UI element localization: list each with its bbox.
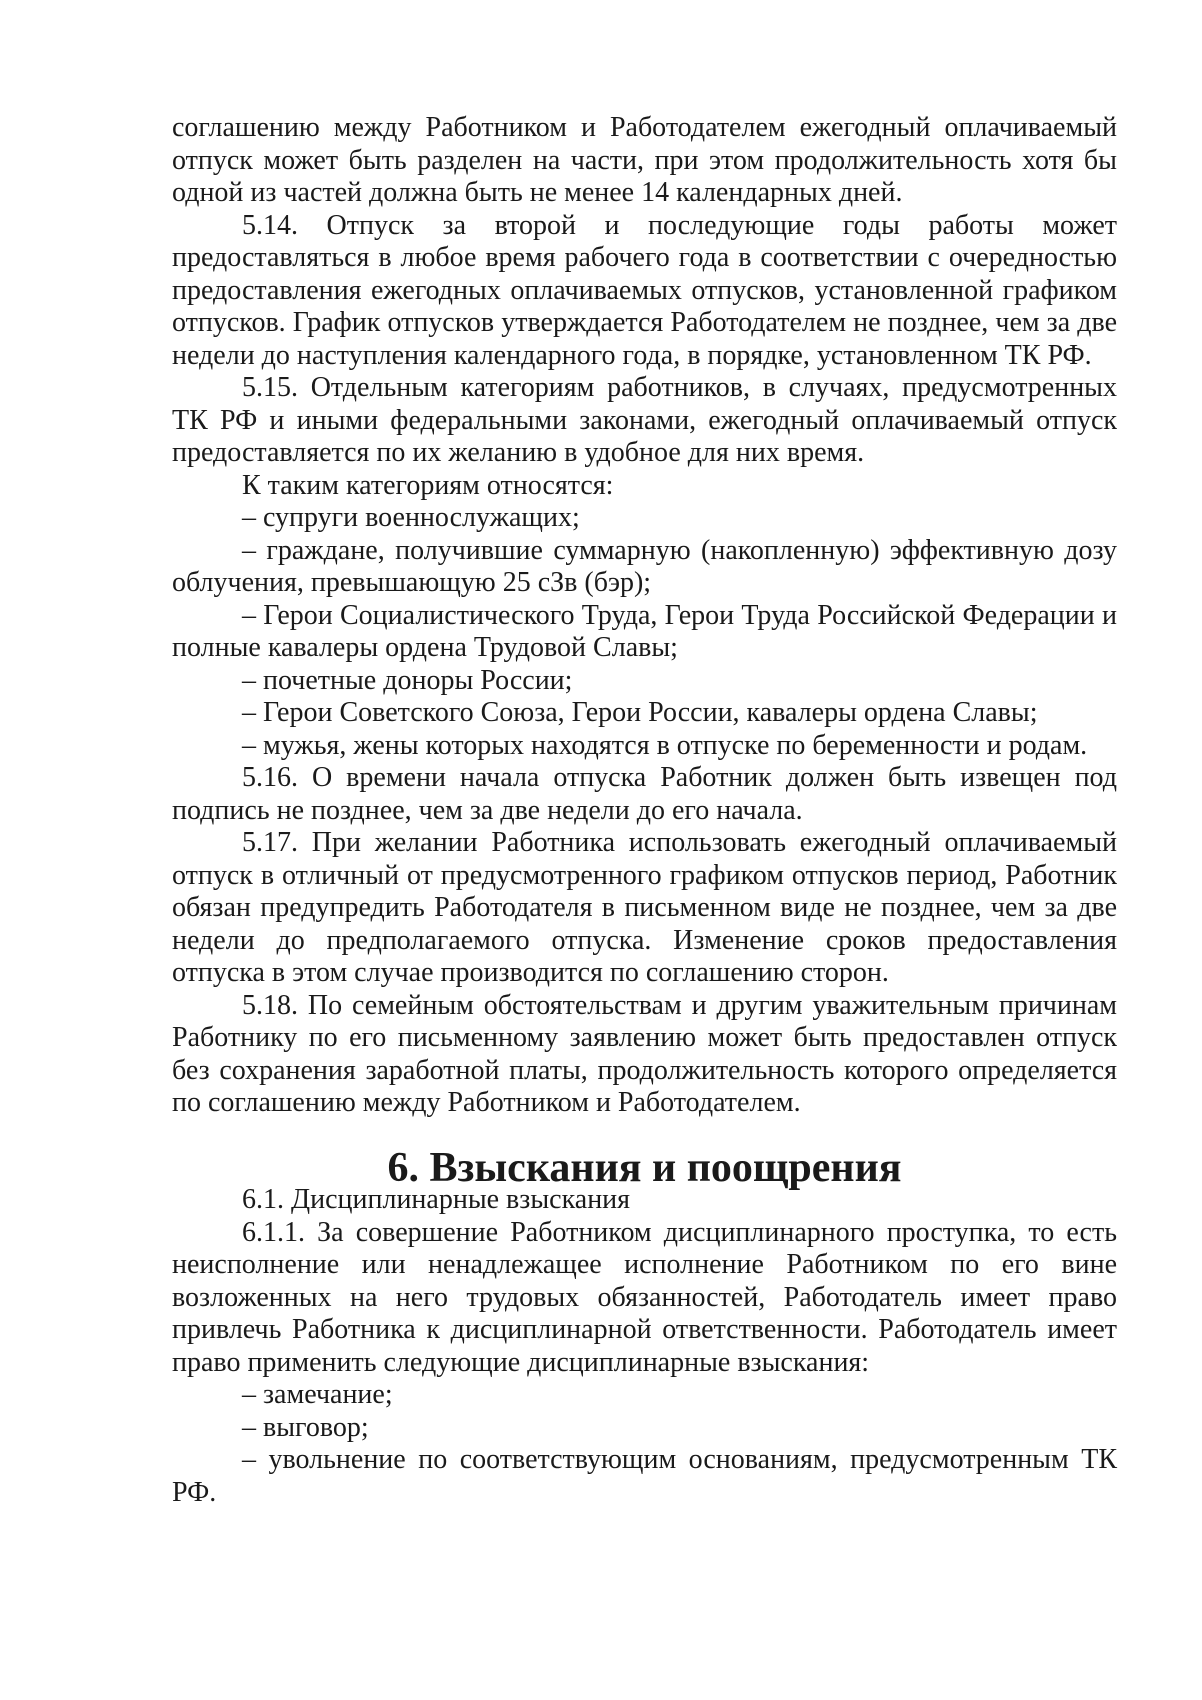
paragraph-leave-split: соглашению между Работником и Работодателем ежегодный оплачиваемый отпуск может быть разделен на части, при этом продолжительность хотя бы одной из частей должна быть не менее 14 календарных дней. bbox=[172, 112, 1117, 208]
paragraph-6-1-1: 6.1.1. За совершение Работником дисциплинарного проступка, то есть неисполнение или ненадлежащее исполнение Работником по его вине возложенных на него трудовых обязанностей, Работодатель имеет право привлечь Работника к дисциплинарной ответственности. Работодатель имеет право применить следующие дисциплинарные взыскания: bbox=[172, 1216, 1117, 1378]
list-item-heroes-ussr: – Герои Советского Союза, Герои России, кавалеры ордена Славы; bbox=[242, 697, 1038, 728]
paragraph-categories-intro: К таким категориям относятся: bbox=[242, 469, 614, 501]
document-page bbox=[172, 112, 1117, 1509]
list-item-donors: – почетные доноры России; bbox=[242, 664, 573, 696]
list-item-remark: – замечание; bbox=[242, 1379, 393, 1410]
list-item-heroes-labour: – Герои Социалистического Труда, Герои Труда Российской Федерации и полные кавалеры ордена Трудовой Славы; bbox=[172, 599, 1117, 663]
paragraph-5-16: 5.16. О времени начала отпуска Работник должен быть извещен под подпись не позднее, чем за две недели до его начала. bbox=[172, 762, 1117, 826]
paragraph-5-15: 5.15. Отдельным категориям работников, в случаях, предусмотренных ТК РФ и иными федеральными законами, ежегодный оплачиваемый отпуск предоставляется по их желанию в удобное для них время. bbox=[172, 372, 1117, 468]
paragraph-5-14: 5.14. Отпуск за второй и последующие годы работы может предоставляться в любое время рабочего года в соответствии с очередностью предоставления ежегодных оплачиваемых отпусков, установленной графиком отпусков. График отпусков утверждается Работодателем не позднее, чем за две недели до наступления календарного года, в порядке, установленном ТК РФ. bbox=[172, 209, 1117, 371]
subsection-6-1-title: 6.1. Дисциплинарные взыскания bbox=[242, 1184, 631, 1215]
list-item-dismissal: – увольнение по соответствующим основаниям, предусмотренным ТК РФ. bbox=[172, 1444, 1117, 1508]
section-heading: 6. Взыскания и поощрения bbox=[387, 1144, 902, 1191]
paragraph-5-18: 5.18. По семейным обстоятельствам и другим уважительным причинам Работнику по его письменному заявлению может быть предоставлен отпуск без сохранения заработной платы, продолжительность которого определяется по соглашению между Работником и Работодателем. bbox=[172, 989, 1117, 1118]
list-item-radiation: – граждане, получившие суммарную (накопленную) эффективную дозу облучения, превышающую 25 сЗв (бэр); bbox=[172, 534, 1117, 598]
list-item-reprimand: – выговор; bbox=[242, 1411, 369, 1443]
paragraph-5-17: 5.17. При желании Работника использовать ежегодный оплачиваемый отпуск в отличный от предусмотренного графиком отпусков период, Работник обязан предупредить Работодателя в письменном виде не позднее, чем за две недели до предполагаемого отпуска. Изменение сроков предоставления отпуска в этом случае производится по соглашению сторон. bbox=[172, 827, 1117, 988]
list-item-spouses: – супруги военнослужащих; bbox=[242, 502, 580, 533]
list-item-husbands: – мужья, жены которых находятся в отпуске по беременности и родам. bbox=[242, 729, 1088, 761]
